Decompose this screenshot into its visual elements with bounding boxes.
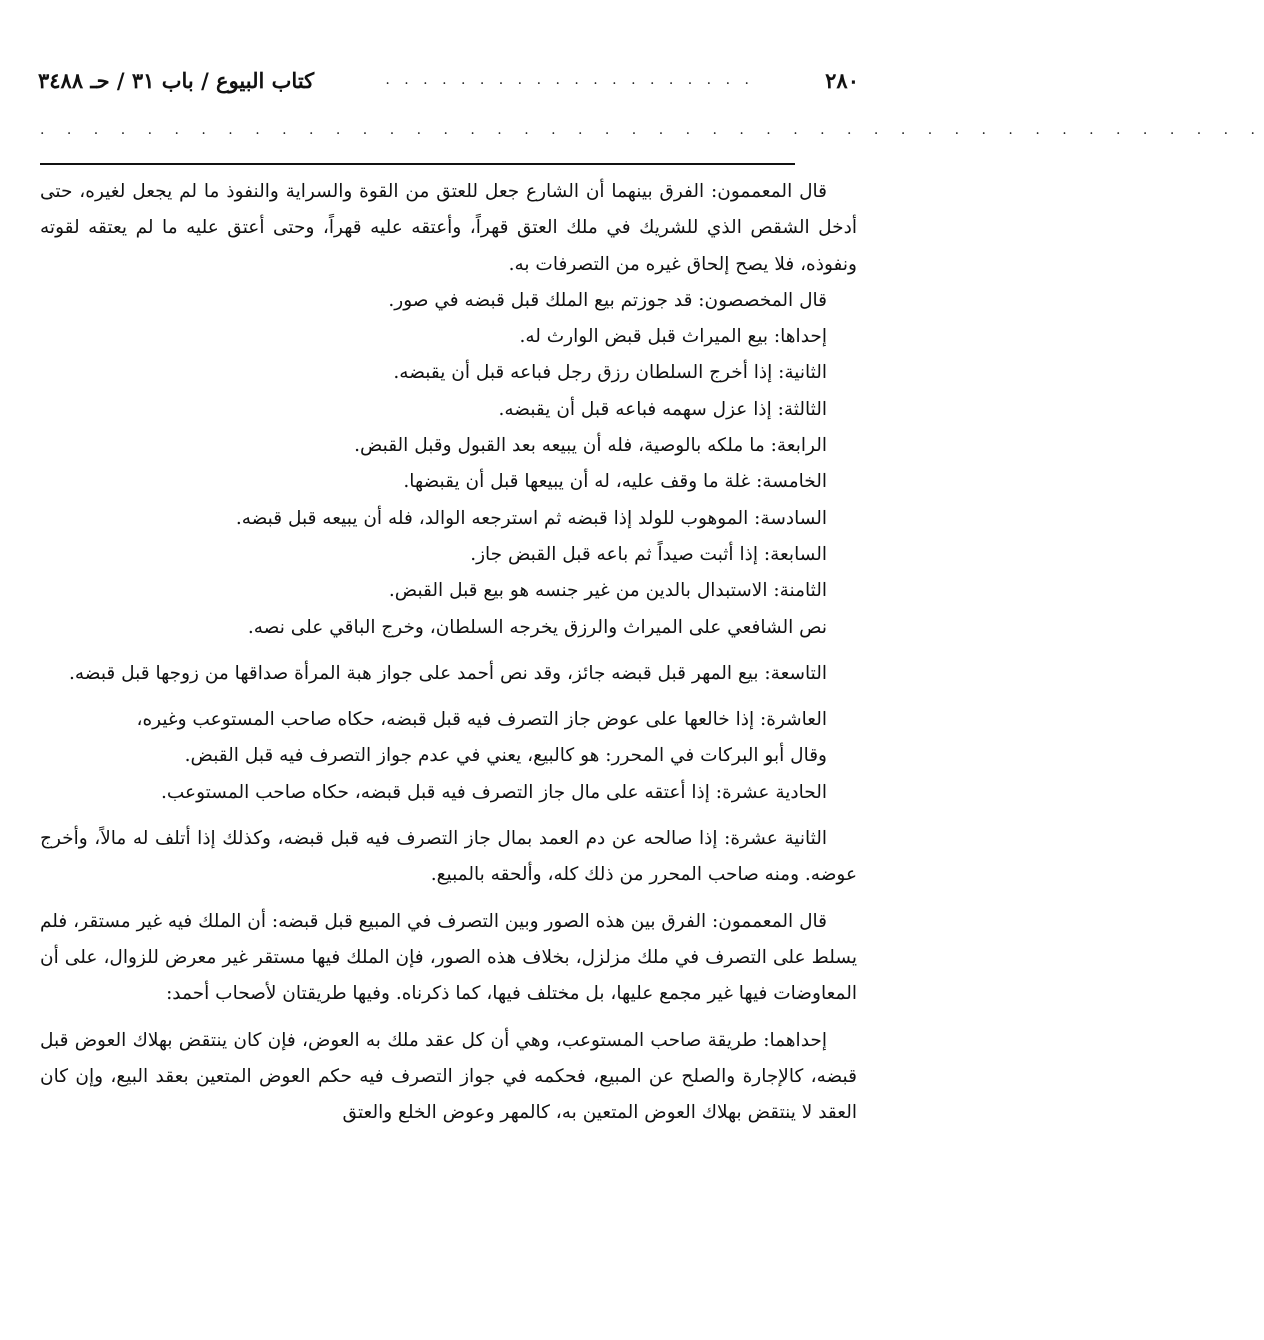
paragraph: إحداها: بيع الميراث قبل قبض الوارث له. <box>519 326 827 348</box>
paragraph: وقال أبو البركات في المحرر: هو كالبيع، يعني في عدم جواز التصرف فيه قبل القبض. <box>184 745 827 767</box>
dotted-separator: . . . . . . . . . . . . . . . . . . . . . . . . . . . . . . . . . . . . . . . . . . . . . . <box>40 122 1264 138</box>
paragraph: الثامنة: الاستبدال بالدين من غير جنسه هو بيع قبل القبض. <box>388 580 827 602</box>
paragraph: الرابعة: ما ملكه بالوصية، فله أن يبيعه بعد القبول وقبل القبض. <box>354 435 827 457</box>
running-title: كتاب البيوع / باب ٣١ / حـ ٣٤٨٨ <box>38 67 315 93</box>
paragraph: نص الشافعي على الميراث والرزق يخرجه السلطان، وخرج الباقي على نصه. <box>247 616 827 638</box>
page-header <box>38 60 859 100</box>
paragraph: إحداهما: طريقة صاحب المستوعب، وهي أن كل عقد ملك به العوض، فإن كان ينتقض بهلاك العوض قبل قبضه، كالإجارة والصلح عن المبيع، فحكمه في جواز التصرف فيه حكم العوض المتعين بعقد البيع، وإن كان العقد لا ينتقض بهلاك العوض المتعين به، كالمهر وعوض الخلع والعتق <box>40 1029 857 1124</box>
page-number: ٢٨٠ <box>825 67 859 93</box>
paragraph: قال المعممون: الفرق بينهما أن الشارع جعل للعتق من القوة والسراية والنفوذ ما لم يجعل لغيره، حتى أدخل الشقص الذي للشريك في ملك العتق قهراً، وأعتقه عليه قهراً، وحتى أعتق عليه ما لم يعتقه لقوته ونفوذه، فلا يصح إلحاق غيره من التصرفات به. <box>40 181 857 275</box>
paragraph: الحادية عشرة: إذا أعتقه على مال جاز التصرف فيه قبل قبضه، حكاه صاحب المستوعب. <box>161 781 827 803</box>
paragraph: العاشرة: إذا خالعها على عوض جاز التصرف فيه قبل قبضه، حكاه صاحب المستوعب وغيره، <box>136 709 827 731</box>
main-text <box>40 174 857 1310</box>
paragraph: التاسعة: بيع المهر قبل قبضه جائز، وقد نص أحمد على جواز هبة المرأة صداقها من زوجها قبل قبضه. <box>69 662 827 684</box>
paragraph: السابعة: إذا أثبت صيداً ثم باعه قبل القبض جاز. <box>470 543 827 565</box>
paragraph: الثانية: إذا أخرج السلطان رزق رجل فباعه قبل أن يقبضه. <box>393 362 827 384</box>
paragraph: قال المخصصون: قد جوزتم بيع الملك قبل قبضه في صور. <box>388 289 827 311</box>
paragraph: السادسة: الموهوب للولد إذا قبضه ثم استرجعه الوالد، فله أن يبيعه قبل قبضه. <box>235 507 827 529</box>
paragraph: الثانية عشرة: إذا صالحه عن دم العمد بمال جاز التصرف فيه قبل قبضه، وكذلك إذا أتلف له مالاً، وأخرج عوضه. ومنه صاحب المحرر من ذلك كله، وألحقه بالمبيع. <box>40 828 857 886</box>
paragraph: الثالثة: إذا عزل سهمه فباعه قبل أن يقبضه. <box>498 398 827 420</box>
header-rule <box>40 163 795 165</box>
paragraph: الخامسة: غلة ما وقف عليه، له أن يبيعها قبل أن يقبضها. <box>403 471 827 493</box>
header-dotted-leader: . . . . . . . . . . . . . . . . . . . . <box>385 72 754 88</box>
paragraph: قال المعممون: الفرق بين هذه الصور وبين التصرف في المبيع قبل قبضه: أن الملك فيه غير مستقر، فلم يسلط على التصرف في ملك مزلزل، بخلاف هذه الصور، فإن الملك فيها مستقر غير معرض للزوال، على أن المعاوضات فيها غير مجمع عليها، بل مختلف فيها، كما ذكرناه. وفيها طريقتان لأصحاب أحمد: <box>40 910 857 1005</box>
